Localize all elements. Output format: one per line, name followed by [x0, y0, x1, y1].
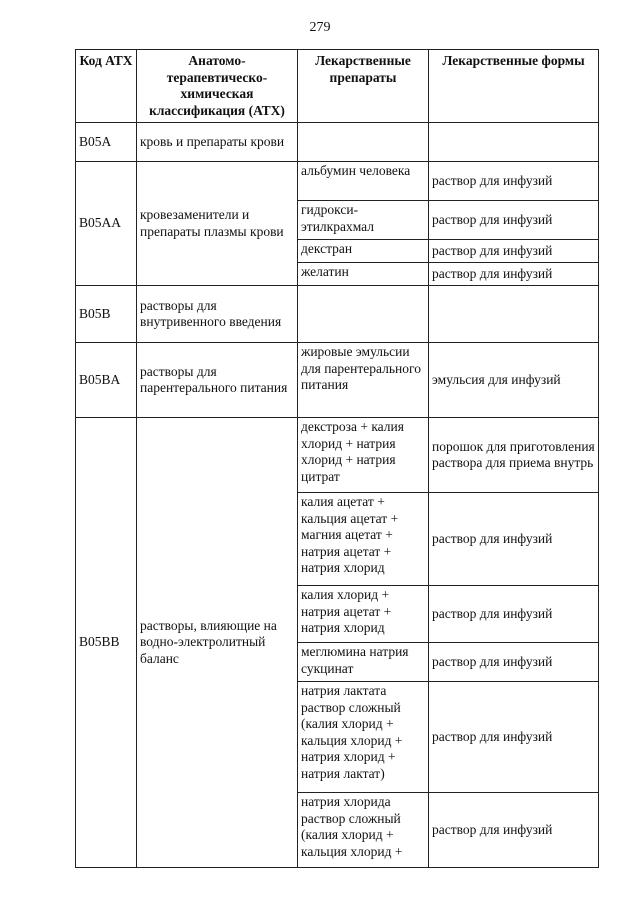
drug-name-cell: натрия хлорида раствор сложный (калия хлорид + кальция хлорид +	[298, 793, 429, 868]
dosage-form-cell	[429, 123, 599, 162]
header-row	[76, 50, 599, 123]
dosage-form-cell: раствор для инфузий	[429, 682, 599, 793]
table-row	[76, 418, 599, 493]
atx-code-cell: B05BB	[76, 418, 137, 868]
dosage-form-cell	[429, 286, 599, 343]
atx-classification-cell: кровезаменители и препараты плазмы крови	[137, 162, 298, 286]
atx-classification-cell: растворы для внутривенного введения	[137, 286, 298, 343]
drug-name-cell: жировые эмульсии для парентерального питания	[298, 343, 429, 418]
dosage-form-cell: раствор для инфузий	[429, 263, 599, 286]
drug-name-cell: меглюмина натрия сукцинат	[298, 643, 429, 682]
atx-classification-cell: растворы, влияющие на водно-электролитный баланс	[137, 418, 298, 868]
table-row	[76, 162, 599, 201]
header-drugs: Лекарственные препараты	[298, 50, 429, 123]
dosage-form-cell: порошок для приготовления раствора для приема внутрь	[429, 418, 599, 493]
dosage-form-cell: раствор для инфузий	[429, 793, 599, 868]
drug-name-cell: декстран	[298, 240, 429, 263]
table-row	[76, 286, 599, 343]
page-number: 279	[309, 20, 331, 35]
dosage-form-cell: раствор для инфузий	[429, 162, 599, 201]
table-row	[76, 123, 599, 162]
atx-code-cell: B05BA	[76, 343, 137, 418]
dosage-form-cell: раствор для инфузий	[429, 586, 599, 643]
dosage-form-cell: раствор для инфузий	[429, 240, 599, 263]
atx-code-cell: B05AA	[76, 162, 137, 286]
drug-name-cell: альбумин человека	[298, 162, 429, 201]
dosage-form-cell: раствор для инфузий	[429, 643, 599, 682]
dosage-form-cell: раствор для инфузий	[429, 493, 599, 586]
header-forms: Лекарственные формы	[429, 50, 599, 123]
drug-name-cell: натрия лактата раствор сложный (калия хлорид + кальция хлорид + натрия хлорид + натрия лактат)	[298, 682, 429, 793]
drug-name-cell: декстроза + калия хлорид + натрия хлорид + натрия цитрат	[298, 418, 429, 493]
drug-name-cell: калия ацетат + кальция ацетат + магния ацетат + натрия ацетат + натрия хлорид	[298, 493, 429, 586]
atx-code-cell: B05A	[76, 123, 137, 162]
drug-name-cell	[298, 123, 429, 162]
atx-code-cell: B05B	[76, 286, 137, 343]
atx-classification-cell: растворы для парентерального питания	[137, 343, 298, 418]
header-classification: Анатомо-терапевтическо-химическая классификация (АТХ)	[137, 50, 298, 123]
drug-name-cell: гидрокси-этилкрахмал	[298, 201, 429, 240]
dosage-form-cell: раствор для инфузий	[429, 201, 599, 240]
drug-name-cell: желатин	[298, 263, 429, 286]
dosage-form-cell: эмульсия для инфузий	[429, 343, 599, 418]
atx-classification-cell: кровь и препараты крови	[137, 123, 298, 162]
drug-name-cell: калия хлорид + натрия ацетат + натрия хлорид	[298, 586, 429, 643]
header-code: Код АТХ	[76, 50, 137, 123]
table-row	[76, 343, 599, 418]
atx-table-body	[76, 123, 599, 868]
drug-name-cell	[298, 286, 429, 343]
atx-table	[75, 49, 599, 868]
